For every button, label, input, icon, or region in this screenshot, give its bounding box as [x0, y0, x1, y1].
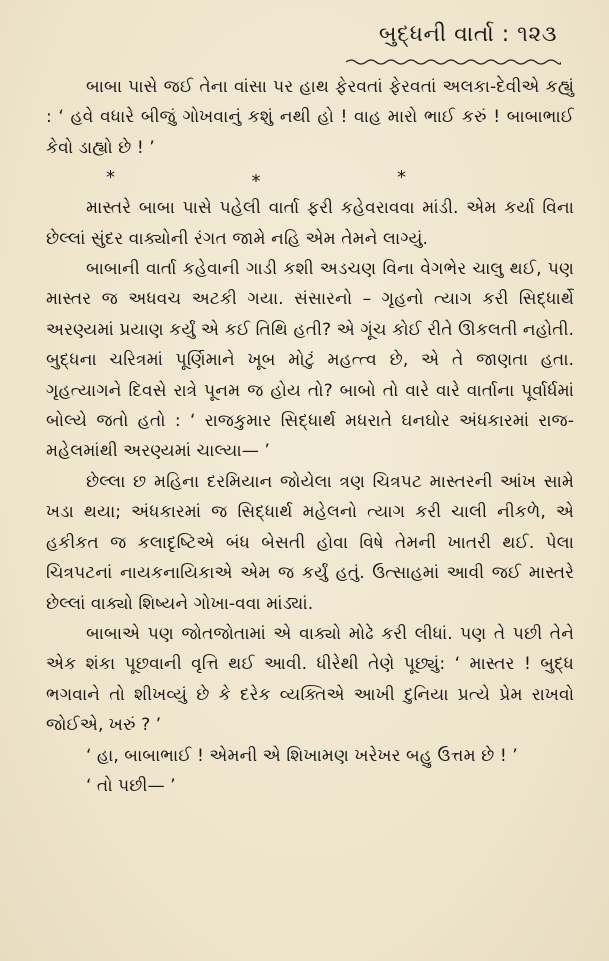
paragraph: છેલ્લા છ મહિના દરમિયાન જોયેલા ત્રણ ચિત્રપટ માસ્તરની આંખ સામે ખડા થયા; અંધકારમાં જ સિદ્ધાર્થ મહેલનો ત્યાગ કરી ચાલી નીકળે, એ હકીકત જ કલાદૃષ્ટિએ બંધ બેસતી હોવા વિષે તેમની ખાતરી થઈ. પેલા ચિત્રપટનાં નાયકનાયિકાએ એમ જ કર્યું હતું. ઉત્સાહમાં આવી જઈ માસ્તરે છેલ્લાં વાક્યો શિષ્યને ગોખા-વવા માંડ્યાં.	[46, 471, 574, 614]
paragraph: ‘ હા, બાબાભાઈ ! એમની એ શિખામણ ખરેખર બહુ ઉત્તમ છે ! ’	[86, 745, 518, 766]
section-separator	[106, 163, 406, 193]
page-body	[46, 72, 574, 801]
paragraph: બાબા પાસે જઈ તેના વાંસા પર હાથ ફેરવતાં ફેરવતાં અલકા-દેવીએ કહ્યું : ‘ હવે વધારે બીજું ગોખવાનું કશું નથી હો ! વાહ મારો ભાઈ કરું ! બાબાભાઈ કેવો ડાહ્યો છે ! ’	[46, 77, 574, 158]
paragraph: ‘ તો પછી— ’	[86, 775, 176, 796]
separator-star: *	[106, 167, 115, 189]
paragraph: બાબાની વાર્તા કહેવાની ગાડી કશી અડચણ વિના વેગભેર ચાલુ થઈ, પણ માસ્તર જ અધવચ અટકી ગયા. સંસારનો – ગૃહનો ત્યાગ કરી સિદ્ધાર્થે અરણ્યમાં પ્રયાણ કર્યું એ કઈ તિથિ હતી? એ ગૂંચ કોઈ રીતે ઊકલતી નહોતી. બુદ્ધના ચરિત્રમાં પૂર્ણિમાને ખૂબ મોટું મહત્ત્વ છે, એ તે જાણતા હતા. ગૃહત્યાગને દિવસે રાત્રે પૂનમ જ હોય તો? બાબો તો વારે વારે વાર્તાના પૂર્વાર્ધમાં બોલ્યે જતો હતો : ‘ રાજકુમાર સિદ્ધાર્થ મધરાતે ઘનઘોર અંધકારમાં રાજ-મહેલમાંથી અરણ્યમાં ચાલ્યા— ’	[46, 259, 574, 462]
running-header: બુદ્ધની વાર્તા : ૧૨૩	[378, 22, 557, 47]
separator-star: *	[251, 171, 261, 193]
separator-star: *	[397, 167, 406, 189]
paragraph: માસ્તરે બાબા પાસે પહેલી વાર્તા ફરી કહેવરાવવા માંડી. એમ કર્યા વિના છેલ્લાં સુંદર વાક્યોની રંગત જામે નહિ એમ તેમને લાગ્યું.	[46, 198, 574, 249]
header-wavy-rule	[346, 58, 561, 66]
paragraph: બાબાએ પણ જોતજોતામાં એ વાક્યો મોઢે કરી લીધાં. પણ તે પછી તેને એક શંકા પૂછવાની વૃત્તિ થઈ આવી. ધીરેથી તેણે પૂછ્યું: ‘ માસ્તર ! બુદ્ધ ભગવાને તો શીખવ્યું છે કે દરેક વ્યક્તિએ આખી દુનિયા પ્રત્યે પ્રેમ રાખવો જોઈએ, ખરું ? ’	[46, 623, 574, 736]
